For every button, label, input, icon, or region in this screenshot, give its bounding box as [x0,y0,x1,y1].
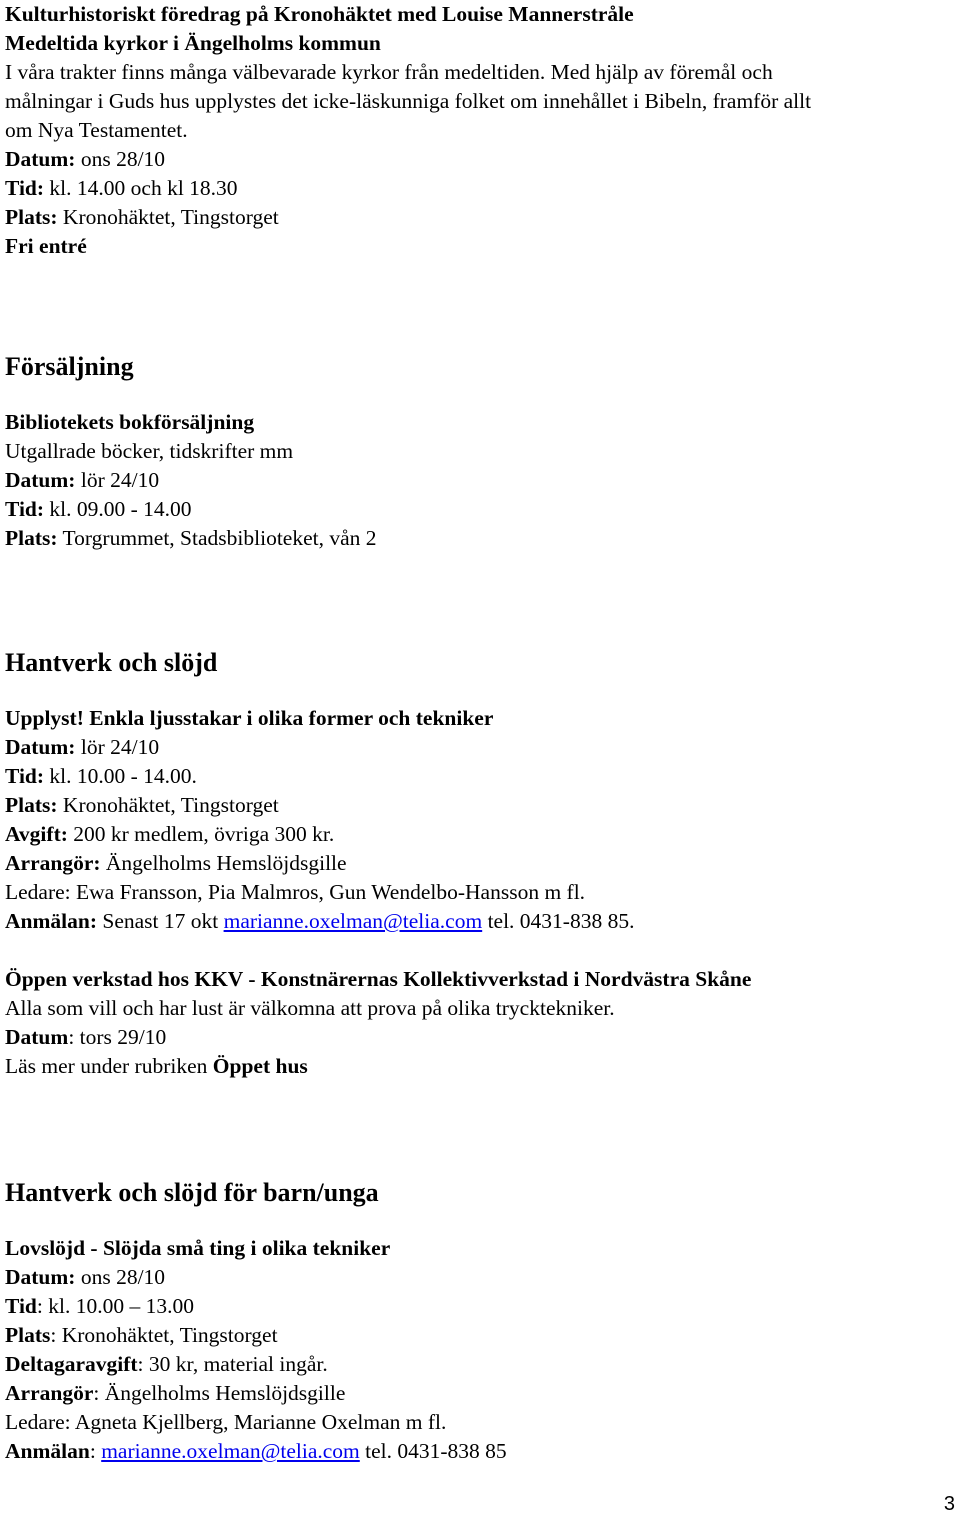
event-fee: Deltagaravgift: 30 kr, material ingår. [5,1352,328,1376]
event-description: Utgallrade böcker, tidskrifter mm [5,439,294,463]
kkv-date: Datum: tors 29/10 [5,1025,167,1049]
event-leaders: Ledare: Agneta Kjellberg, Marianne Oxelman m fl. [5,1410,447,1434]
kkv-description: Alla som vill och har lust är välkomna att prova på olika trycktekniker. [5,996,615,1020]
section-forsaljning [5,351,377,553]
page-number: 3 [943,1493,955,1515]
event-fee: Avgift: 200 kr medlem, övriga 300 kr. [5,822,335,846]
event-free-entry: Fri entré [5,234,87,258]
event-description-line: målningar i Guds hus upplystes det icke-läskunniga folket om innehållet i Bibeln, framför allt [5,89,812,113]
email-link[interactable]: marianne.oxelman@telia.com [101,1439,360,1463]
event-place: Plats: Kronohäktet, Tingstorget [5,205,279,229]
event-place: Plats: Kronohäktet, Tingstorget [5,793,279,817]
event-date: Datum: lör 24/10 [5,735,160,759]
section-heading: Försäljning [5,352,134,381]
event-date: Datum: ons 28/10 [5,1265,166,1289]
event-registration: Anmälan: marianne.oxelman@telia.com tel. 0431-838 85 [5,1439,507,1463]
event-time: Tid: kl. 10.00 - 14.00. [5,764,197,788]
event-place: Plats: Torgrummet, Stadsbiblioteket, vån 2 [5,526,377,550]
event-kulturhistoriskt [5,0,811,261]
section-heading: Hantverk och slöjd för barn/unga [5,1178,379,1207]
kkv-read-more: Läs mer under rubriken Öppet hus [5,1054,308,1078]
event-place: Plats: Kronohäktet, Tingstorget [5,1323,278,1347]
event-leaders: Ledare: Ewa Fransson, Pia Malmros, Gun Wendelbo-Hansson m fl. [5,880,586,904]
event-date: Datum: lör 24/10 [5,468,160,492]
email-link[interactable]: marianne.oxelman@telia.com [223,909,483,933]
event-description-line: I våra trakter finns många välbevarade kyrkor från medeltiden. Med hjälp av föremål och [5,60,773,84]
event-title: Kulturhistoriskt föredrag på Kronohäktet med Louise Mannerstråle [5,2,634,26]
event-registration: Anmälan: Senast 17 okt marianne.oxelman@telia.com tel. 0431-838 85. [5,909,635,933]
event-description-line: om Nya Testamentet. [5,118,188,142]
event-title: Upplyst! Enkla ljusstakar i olika former och tekniker [5,706,494,730]
event-organizer: Arrangör: Ängelholms Hemslöjdsgille [5,851,347,875]
event-date: Datum: ons 28/10 [5,147,166,171]
section-heading: Hantverk och slöjd [5,648,218,677]
section-hantverk [5,647,751,1081]
event-title: Bibliotekets bokförsäljning [5,410,255,434]
event-organizer: Arrangör: Ängelholms Hemslöjdsgille [5,1381,346,1405]
event-time: Tid: kl. 10.00 – 13.00 [5,1294,194,1318]
event-title: Lovslöjd - Slöjda små ting i olika tekniker [5,1236,391,1260]
kkv-title: Öppen verkstad hos KKV - Konstnärernas Kollektivverkstad i Nordvästra Skåne [5,967,752,991]
event-subtitle: Medeltida kyrkor i Ängelholms kommun [5,31,381,55]
section-barn [5,1177,507,1466]
event-time: Tid: kl. 14.00 och kl 18.30 [5,176,238,200]
event-time: Tid: kl. 09.00 - 14.00 [5,497,192,521]
